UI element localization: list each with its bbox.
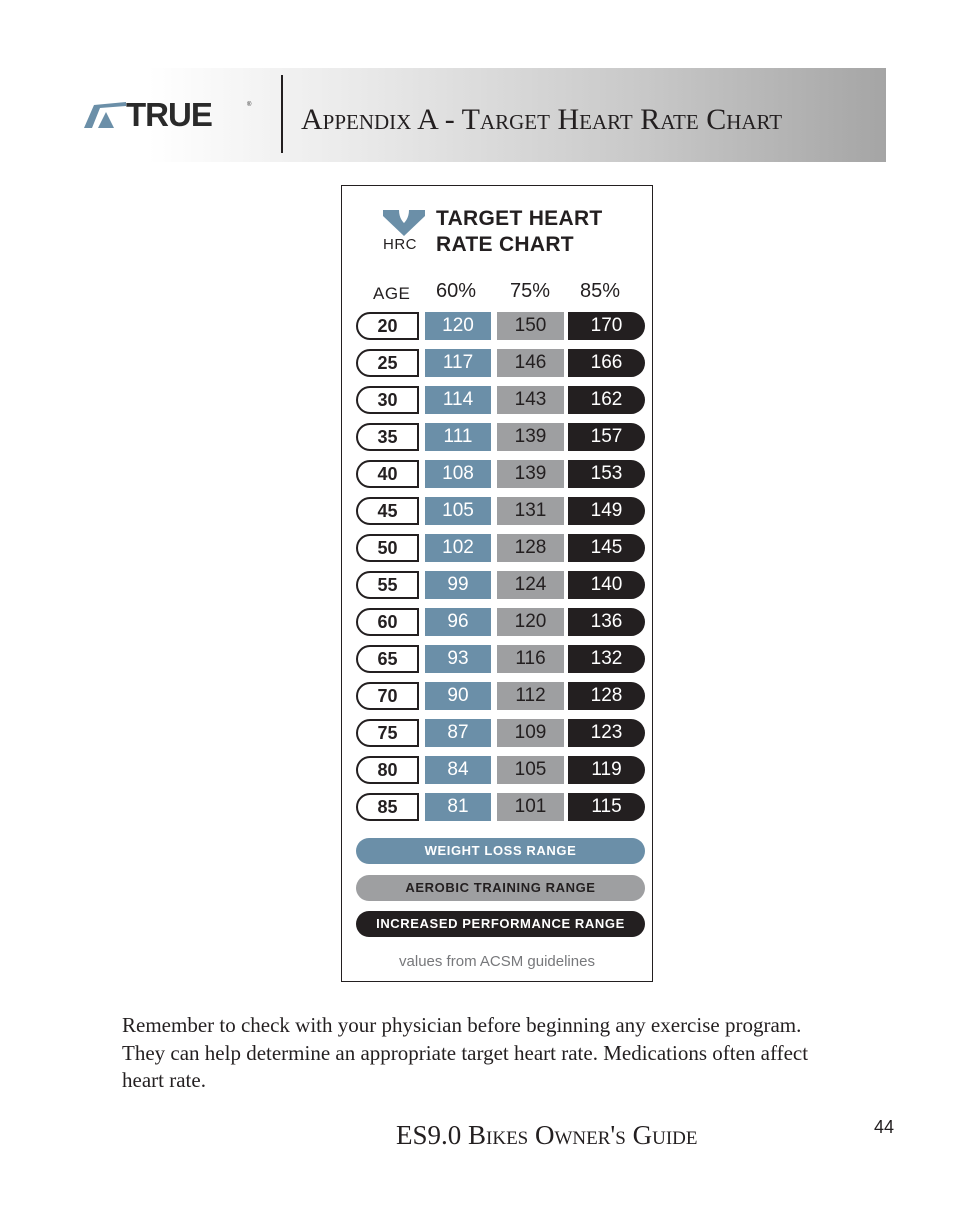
- rate-75-cell: 128: [497, 534, 564, 562]
- table-row: [356, 349, 646, 377]
- rate-60-cell: 102: [425, 534, 491, 562]
- rate-85-cell: 119: [568, 756, 645, 784]
- rate-75-cell: 139: [497, 423, 564, 451]
- table-row: [356, 460, 646, 488]
- rate-75-cell: 116: [497, 645, 564, 673]
- aerobic-training-range-legend: AEROBIC TRAINING RANGE: [356, 875, 645, 901]
- table-row: [356, 571, 646, 599]
- chart-footnote: values from ACSM guidelines: [399, 953, 595, 970]
- rate-75-cell: 139: [497, 460, 564, 488]
- age-cell: 70: [356, 682, 419, 710]
- table-row: [356, 645, 646, 673]
- age-cell: 65: [356, 645, 419, 673]
- true-logo: [84, 96, 254, 133]
- header-divider: [281, 75, 283, 153]
- rate-75-cell: 146: [497, 349, 564, 377]
- rate-85-cell: 136: [568, 608, 645, 636]
- rate-60-cell: 105: [425, 497, 491, 525]
- age-cell: 25: [356, 349, 419, 377]
- rate-85-cell: 115: [568, 793, 645, 821]
- rate-75-cell: 105: [497, 756, 564, 784]
- rate-75-cell: 120: [497, 608, 564, 636]
- page-title: Appendix A - Target Heart Rate Chart: [301, 103, 783, 136]
- age-cell: 55: [356, 571, 419, 599]
- rate-85-cell: 140: [568, 571, 645, 599]
- column-header-75: 75%: [510, 280, 551, 302]
- rate-60-cell: 93: [425, 645, 491, 673]
- footer-guide-title: ES9.0 Bikes Owner's Guide: [396, 1120, 698, 1150]
- page-number: 44: [874, 1117, 895, 1137]
- table-row: [356, 534, 646, 562]
- rate-60-cell: 120: [425, 312, 491, 340]
- rate-75-cell: 112: [497, 682, 564, 710]
- rate-60-cell: 99: [425, 571, 491, 599]
- rate-60-cell: 114: [425, 386, 491, 414]
- rate-75-cell: 101: [497, 793, 564, 821]
- table-row: [356, 719, 646, 747]
- table-row: [356, 423, 646, 451]
- weight-loss-range-legend: WEIGHT LOSS RANGE: [356, 838, 645, 864]
- table-row: [356, 386, 646, 414]
- rate-75-cell: 124: [497, 571, 564, 599]
- age-cell: 45: [356, 497, 419, 525]
- age-cell: 60: [356, 608, 419, 636]
- rate-85-cell: 162: [568, 386, 645, 414]
- rate-60-cell: 81: [425, 793, 491, 821]
- rate-85-cell: 123: [568, 719, 645, 747]
- rate-85-cell: 153: [568, 460, 645, 488]
- age-cell: 80: [356, 756, 419, 784]
- increased-performance-range-legend: INCREASED PERFORMANCE RANGE: [356, 911, 645, 937]
- body-paragraph: Remember to check with your physician before beginning any exercise program. They can help determine an appropriate target heart rate. Medications often affect heart rate.: [122, 1013, 809, 1092]
- chart-title-line-1: TARGET HEART: [436, 207, 603, 230]
- age-cell: 35: [356, 423, 419, 451]
- column-header-age: AGE: [373, 284, 411, 303]
- table-row: [356, 756, 646, 784]
- table-row: [356, 608, 646, 636]
- age-cell: 20: [356, 312, 419, 340]
- table-row: [356, 497, 646, 525]
- rate-75-cell: 131: [497, 497, 564, 525]
- table-row: [356, 312, 646, 340]
- table-row: [356, 682, 646, 710]
- rate-85-cell: 170: [568, 312, 645, 340]
- rate-60-cell: 117: [425, 349, 491, 377]
- rate-60-cell: 87: [425, 719, 491, 747]
- column-header-85: 85%: [580, 280, 621, 302]
- age-cell: 40: [356, 460, 419, 488]
- rate-85-cell: 149: [568, 497, 645, 525]
- column-header-60: 60%: [436, 280, 477, 302]
- true-logo-text: TRUE: [126, 96, 212, 133]
- true-logo-mark-icon: [84, 102, 128, 128]
- age-cell: 30: [356, 386, 419, 414]
- age-cell: 50: [356, 534, 419, 562]
- heart-rate-chart-card: [341, 185, 653, 982]
- rate-75-cell: 109: [497, 719, 564, 747]
- hrc-logo-label: HRC: [383, 236, 417, 253]
- rate-85-cell: 145: [568, 534, 645, 562]
- rate-85-cell: 128: [568, 682, 645, 710]
- rate-85-cell: 157: [568, 423, 645, 451]
- age-cell: 85: [356, 793, 419, 821]
- rate-60-cell: 108: [425, 460, 491, 488]
- chart-title: [436, 206, 603, 258]
- rate-85-cell: 132: [568, 645, 645, 673]
- rate-85-cell: 166: [568, 349, 645, 377]
- rate-60-cell: 84: [425, 756, 491, 784]
- chart-title-line-2: RATE CHART: [436, 233, 574, 256]
- rate-60-cell: 90: [425, 682, 491, 710]
- age-cell: 75: [356, 719, 419, 747]
- trademark-symbol: ®: [247, 102, 252, 108]
- table-row: [356, 793, 646, 821]
- rate-60-cell: 111: [425, 423, 491, 451]
- rate-60-cell: 96: [425, 608, 491, 636]
- rate-75-cell: 143: [497, 386, 564, 414]
- rate-75-cell: 150: [497, 312, 564, 340]
